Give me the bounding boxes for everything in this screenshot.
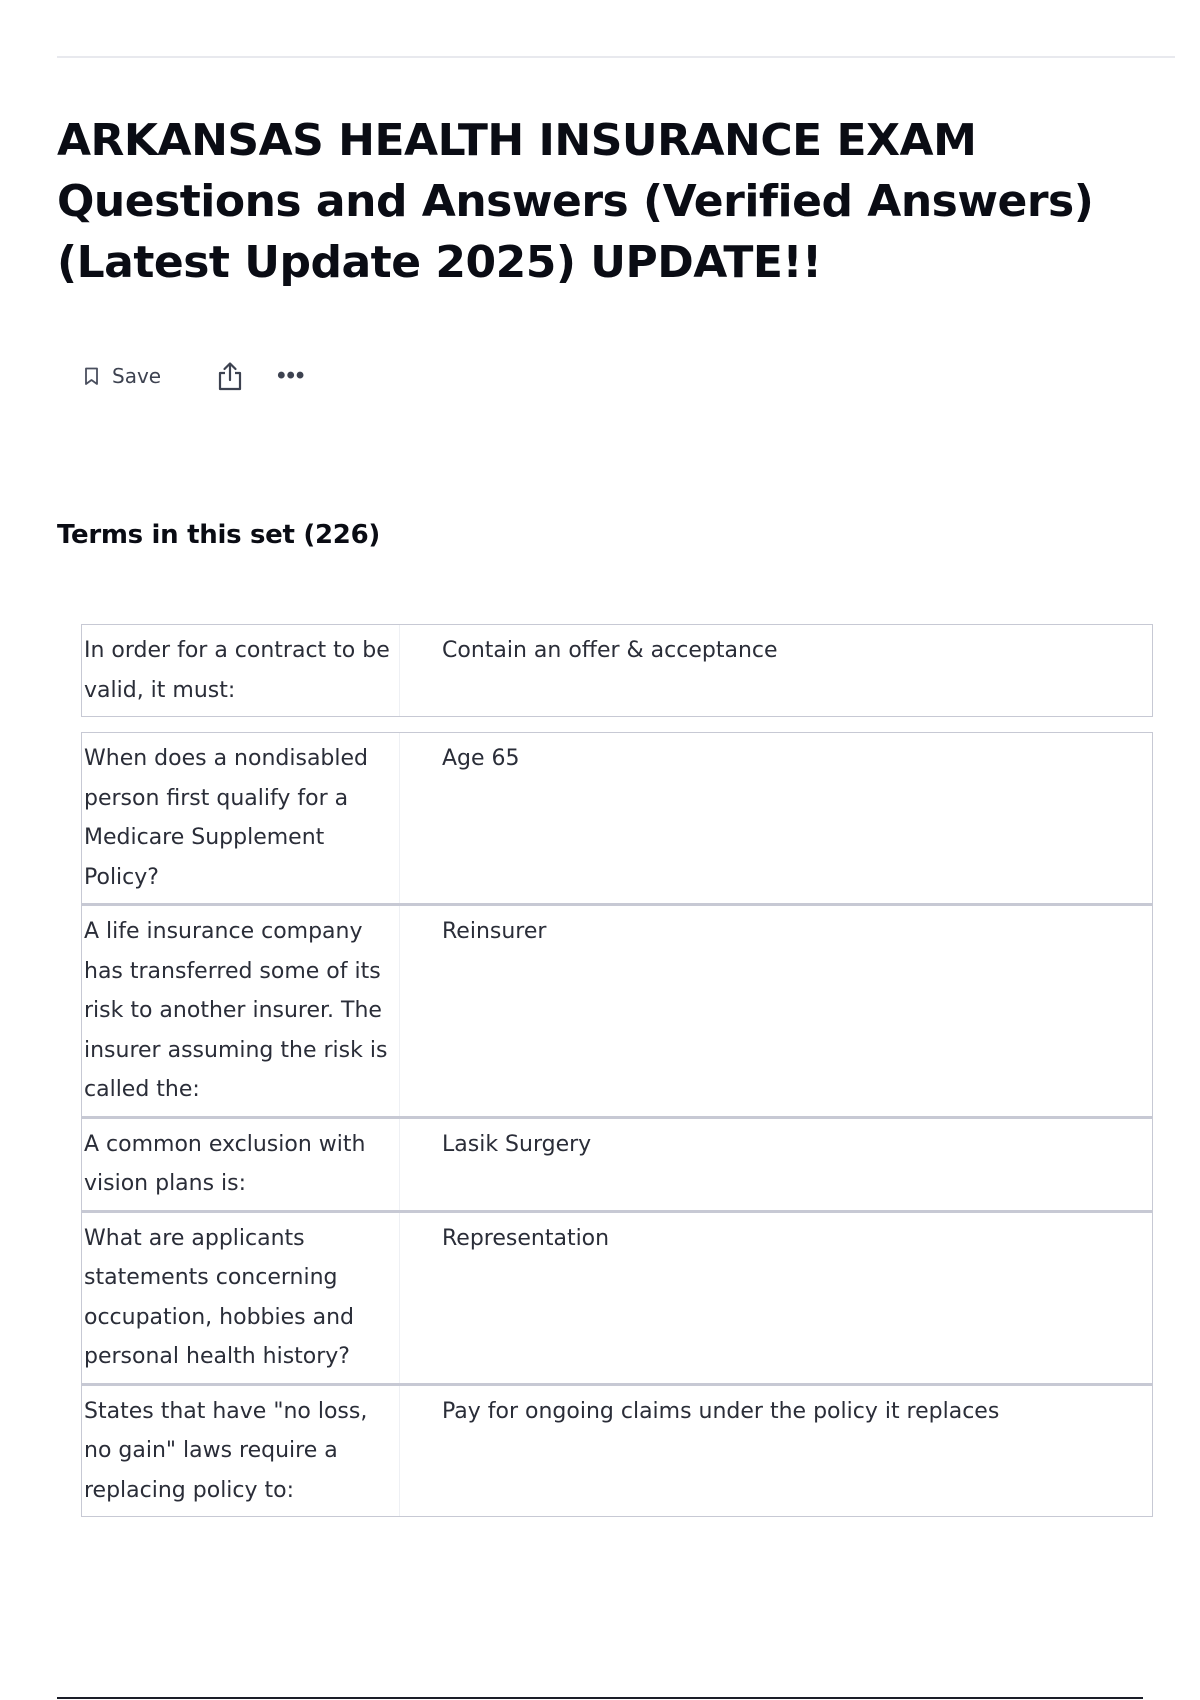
term-question: A common exclusion with vision plans is: xyxy=(82,1119,400,1210)
term-question: States that have "no loss, no gain" laws require a replacing policy to: xyxy=(82,1386,400,1517)
term-card[interactable] xyxy=(81,624,1153,717)
term-answer: Pay for ongoing claims under the policy it replaces xyxy=(442,1398,1000,1424)
more-options-button[interactable] xyxy=(277,362,305,390)
terms-list xyxy=(81,624,1153,1517)
term-answer: Representation xyxy=(442,1225,610,1251)
term-question: When does a nondisabled person first qualify for a Medicare Supplement Policy? xyxy=(82,733,400,903)
term-question: In order for a contract to be valid, it must: xyxy=(82,625,400,716)
term-question: A life insurance company has transferred some of its risk to another insurer. The insurer assuming the risk is called the: xyxy=(82,906,400,1116)
term-answer: Age 65 xyxy=(442,746,520,771)
bottom-divider xyxy=(57,1697,1143,1699)
terms-heading: Terms in this set (226) xyxy=(57,520,380,550)
page-title: ARKANSAS HEALTH INSURANCE EXAM Questions and Answers (Verified Answers) (Latest Update 2025) UPDATE!! xyxy=(57,115,1094,288)
term-answer: Reinsurer xyxy=(442,919,547,944)
term-card[interactable] xyxy=(81,904,1153,1117)
term-card[interactable] xyxy=(81,1384,1153,1518)
top-divider xyxy=(57,56,1175,58)
term-answer: Contain an offer & acceptance xyxy=(442,638,778,663)
term-answer: Lasik Surgery xyxy=(442,1131,592,1157)
action-bar xyxy=(84,358,305,394)
share-button[interactable] xyxy=(217,361,243,391)
save-button[interactable] xyxy=(84,364,161,388)
term-card[interactable] xyxy=(81,1211,1153,1384)
more-icon: ••• xyxy=(277,362,306,389)
bookmark-icon xyxy=(84,367,99,386)
term-card[interactable] xyxy=(81,1117,1153,1211)
save-label: Save xyxy=(112,364,162,388)
term-question: What are applicants statements concerning occupation, hobbies and personal health history? xyxy=(82,1213,400,1383)
term-card[interactable] xyxy=(81,732,1153,904)
share-icon xyxy=(217,361,243,391)
